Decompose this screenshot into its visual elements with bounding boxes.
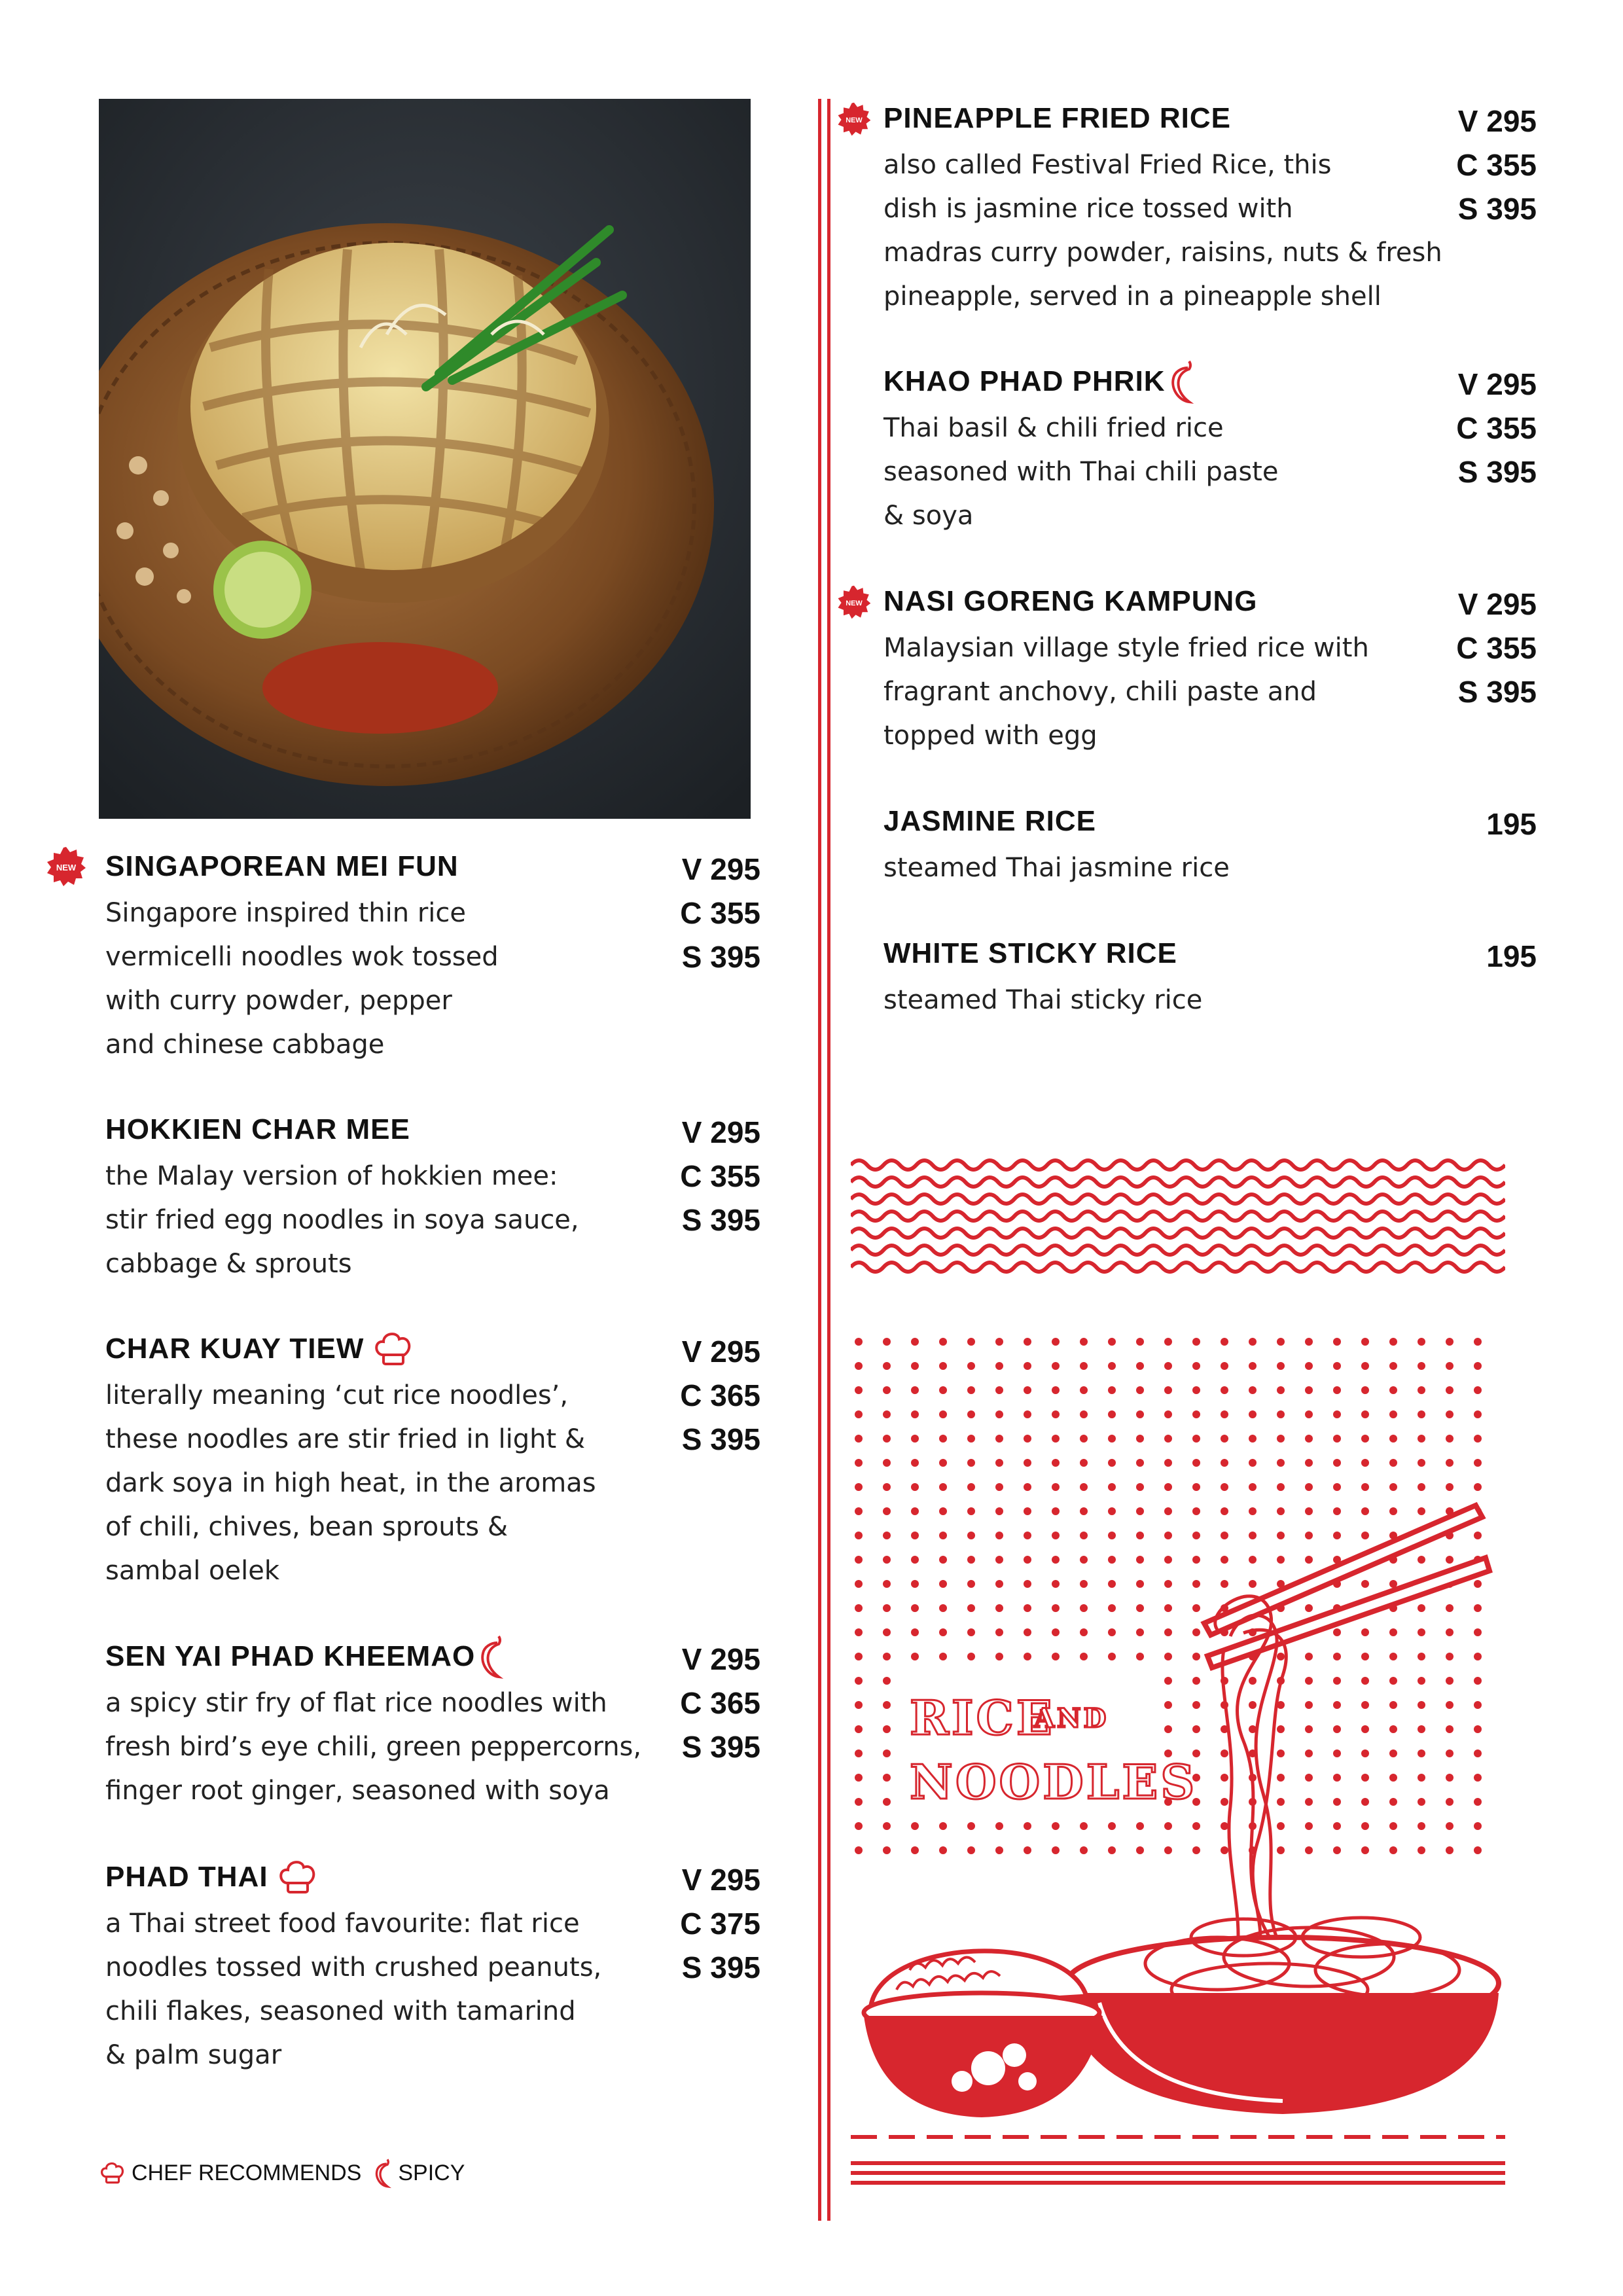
item-prices: 195 (1486, 939, 1537, 973)
chef-hat-icon (276, 1857, 319, 1897)
chef-hat-icon (372, 1329, 415, 1369)
chili-icon (479, 1634, 507, 1679)
svg-text:NEW: NEW (56, 863, 77, 872)
item-name: HOKKIEN CHAR MEE (105, 1113, 410, 1145)
item-prices: 195 (1486, 807, 1537, 841)
item-description: literally meaning ‘cut rice noodles’, these noodles are stir fried in light & dark soya in high heat, in the aromas of chili, chives, bean sprouts & sambal oelek (105, 1380, 596, 1586)
item-description: a Thai street food favourite: flat rice noodles tossed with crushed peanuts, chili flakes, seasoned with tamarind & palm sugar (105, 1909, 602, 2070)
item-name: NASI GORENG KAMPUNG (883, 585, 1258, 617)
menu-item-white-sticky-rice (883, 934, 1202, 1022)
item-name: JASMINE RICE (883, 805, 1096, 837)
item-name: SEN YAI PHAD KHEEMAO (105, 1640, 476, 1672)
item-name: CHAR KUAY TIEW (105, 1333, 365, 1365)
item-description: steamed Thai jasmine rice (883, 853, 1230, 883)
divider-rule-left (818, 99, 821, 2221)
item-description: Singapore inspired thin rice vermicelli noodles wok tossed with curry powder, pepper and chinese cabbage (105, 898, 499, 1060)
menu-item-sen-yai-phad-kheemao (105, 1637, 641, 1813)
chili-icon (374, 2157, 393, 2189)
item-prices: V 295 C 355 S 395 (1456, 587, 1537, 709)
menu-item-pineapple-fried-rice (846, 99, 1442, 319)
item-name: WHITE STICKY RICE (883, 937, 1177, 969)
menu-item-khao-phad-phrik (883, 362, 1278, 538)
art-title-and: AND (1034, 1703, 1109, 1734)
phad-thai-photo (99, 99, 751, 819)
item-prices: V 295 C 365 S 395 (680, 1642, 760, 1764)
item-prices: V 295 C 355 S 395 (680, 852, 760, 974)
item-prices: V 295 C 355 S 395 (1456, 104, 1537, 226)
new-badge-icon (836, 101, 872, 137)
menu-item-jasmine-rice (883, 802, 1230, 890)
svg-text:NEW: NEW (846, 117, 863, 125)
item-name: PINEAPPLE FRIED RICE (883, 102, 1231, 134)
item-description: a spicy stir fry of flat rice noodles with fresh bird’s eye chili, green peppercorns, finger root ginger, seasoned with soya (105, 1688, 642, 1806)
rice-and-noodles-illustration (851, 1152, 1505, 2186)
art-title-rice: RICE (910, 1690, 1055, 1746)
menu-item-phad-thai (105, 1857, 601, 2077)
item-name: PHAD THAI (105, 1861, 268, 1893)
item-name: SINGAPOREAN MEI FUN (105, 850, 459, 882)
item-prices: V 295 C 375 S 395 (680, 1863, 760, 1984)
item-prices: V 295 C 365 S 395 (680, 1335, 760, 1456)
menu-item-singaporean-mei-fun (56, 847, 499, 1067)
svg-text:NEW: NEW (846, 600, 863, 608)
item-description: the Malay version of hokkien mee: stir fried egg noodles in soya sauce, cabbage & sprouts (105, 1161, 579, 1279)
legend-spicy-label: SPICY (398, 2160, 465, 2185)
menu-item-hokkien-char-mee (105, 1110, 579, 1286)
chili-icon (1169, 359, 1197, 404)
chef-hat-icon (99, 2160, 126, 2186)
item-description: Malaysian village style fried rice with fragrant anchovy, chili paste and topped with egg (883, 633, 1369, 751)
new-badge-icon (45, 846, 87, 888)
item-name: KHAO PHAD PHRIK (883, 365, 1166, 397)
legend-chef-label: CHEF RECOMMENDS (132, 2160, 362, 2185)
legend (99, 2157, 465, 2189)
menu-item-nasi-goreng-kampung (846, 582, 1369, 758)
divider-rule-right (827, 99, 830, 2221)
item-prices: V 295 C 355 S 395 (1456, 367, 1537, 489)
item-prices: V 295 C 355 S 395 (680, 1115, 760, 1237)
item-description: Thai basil & chili fried rice seasoned with Thai chili paste & soya (883, 413, 1279, 531)
art-title-noodles: NOODLES (910, 1754, 1198, 1810)
new-badge-icon (836, 584, 872, 620)
item-description: steamed Thai sticky rice (883, 985, 1203, 1015)
item-description: also called Festival Fried Rice, this dish is jasmine rice tossed with madras curry powder, raisins, nuts & fresh pineapple, served in a pineapple shell (883, 150, 1442, 312)
menu-item-char-kuay-tiew (105, 1329, 596, 1593)
